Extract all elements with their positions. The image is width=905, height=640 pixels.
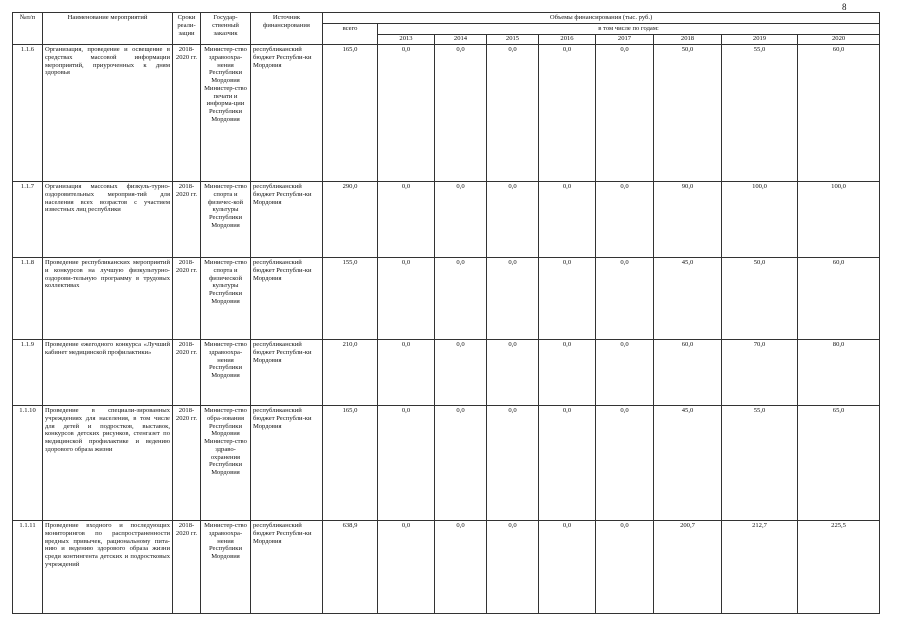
row-year-value-2020: 80,0	[798, 340, 880, 406]
page-number: 8	[842, 2, 847, 12]
row-year-value-2013: 0,0	[378, 406, 435, 521]
table-row	[13, 45, 880, 182]
header-year-2019: 2019	[722, 35, 798, 45]
row-year-value-2020: 225,5	[798, 521, 880, 614]
row-term: 2018-2020 гг.	[173, 521, 201, 614]
row-total: 155,0	[323, 258, 378, 340]
row-customer: Министер-ство спорта и физичес-кой культуры Республики Мордовия	[201, 182, 251, 258]
header-source: Источник финансирования	[251, 13, 323, 45]
header-year-2020: 2020	[798, 35, 880, 45]
table-row	[13, 521, 880, 614]
row-total: 165,0	[323, 406, 378, 521]
row-year-value-2019: 70,0	[722, 340, 798, 406]
row-year-value-2013: 0,0	[378, 521, 435, 614]
header-year-2014: 2014	[435, 35, 487, 45]
row-year-value-2018: 60,0	[654, 340, 722, 406]
header-year-2013: 2013	[378, 35, 435, 45]
row-year-value-2016: 0,0	[539, 45, 596, 182]
row-name: Проведение ежегодного конкурса «Лучший кабинет медицинской профилактики»	[43, 340, 173, 406]
row-name: Проведение республиканских мероприятий и конкурсов на лучшую физкультурно-оздорови-тельную программу в трудовых коллективах	[43, 258, 173, 340]
row-year-value-2019: 50,0	[722, 258, 798, 340]
row-source: республиканский бюджет Республи-ки Мордовия	[251, 406, 323, 521]
table-row	[13, 406, 880, 521]
row-year-value-2015: 0,0	[487, 182, 539, 258]
row-year-value-2014: 0,0	[435, 182, 487, 258]
row-year-value-2017: 0,0	[596, 182, 654, 258]
row-year-value-2019: 212,7	[722, 521, 798, 614]
row-year-value-2016: 0,0	[539, 406, 596, 521]
header-total: всего	[323, 24, 378, 45]
row-customer: Министер-ство здравоохра-нения Республики Мордовия Министер-ство печати и информа-ции Республики Мордовия	[201, 45, 251, 182]
row-year-value-2015: 0,0	[487, 406, 539, 521]
header-volumes: Объемы финансирования (тыс. руб.)	[323, 13, 880, 24]
row-year-value-2016: 0,0	[539, 340, 596, 406]
row-year-value-2020: 60,0	[798, 258, 880, 340]
row-id: 1.1.8	[13, 258, 43, 340]
row-term: 2018-2020 гг.	[173, 340, 201, 406]
row-year-value-2017: 0,0	[596, 406, 654, 521]
row-source: республиканский бюджет Республи-ки Мордовия	[251, 182, 323, 258]
row-year-value-2019: 55,0	[722, 406, 798, 521]
row-year-value-2016: 0,0	[539, 182, 596, 258]
header-year-2017: 2017	[596, 35, 654, 45]
row-year-value-2018: 200,7	[654, 521, 722, 614]
row-name: Организация массовых физкуль-турно-оздоровительных мероприя-тий для населения всех возрастов с участием известных лиц республики	[43, 182, 173, 258]
row-year-value-2019: 100,0	[722, 182, 798, 258]
row-total: 638,9	[323, 521, 378, 614]
row-year-value-2015: 0,0	[487, 45, 539, 182]
financing-table	[12, 12, 880, 614]
table-row	[13, 340, 880, 406]
row-year-value-2017: 0,0	[596, 521, 654, 614]
row-year-value-2017: 0,0	[596, 258, 654, 340]
row-id: 1.1.7	[13, 182, 43, 258]
row-year-value-2013: 0,0	[378, 45, 435, 182]
row-year-value-2020: 100,0	[798, 182, 880, 258]
header-term: Сроки реали-зации	[173, 13, 201, 45]
row-total: 165,0	[323, 45, 378, 182]
header-no: №п/п	[13, 13, 43, 45]
row-year-value-2014: 0,0	[435, 45, 487, 182]
row-customer: Министер-ство здравоохра-нения Республики Мордовия	[201, 521, 251, 614]
row-customer: Министер-ство здравоохра-нения Республики Мордовия	[201, 340, 251, 406]
row-year-value-2015: 0,0	[487, 258, 539, 340]
row-year-value-2013: 0,0	[378, 258, 435, 340]
header-year-2015: 2015	[487, 35, 539, 45]
row-year-value-2016: 0,0	[539, 258, 596, 340]
row-year-value-2017: 0,0	[596, 45, 654, 182]
table-row	[13, 182, 880, 258]
row-year-value-2016: 0,0	[539, 521, 596, 614]
header-customer: Государ-ственный заказчик	[201, 13, 251, 45]
row-year-value-2014: 0,0	[435, 521, 487, 614]
row-year-value-2018: 90,0	[654, 182, 722, 258]
header-year-2018: 2018	[654, 35, 722, 45]
row-name: Проведение в специали-зированных учреждениях для населения, в том числе для детей и подростков, выставок, конкурсов детских рисунков, стенгазет по медицинской профилактике и ведению здорового образа жизни	[43, 406, 173, 521]
table-row	[13, 258, 880, 340]
row-year-value-2019: 55,0	[722, 45, 798, 182]
row-source: республиканский бюджет Республи-ки Мордовия	[251, 258, 323, 340]
row-year-value-2014: 0,0	[435, 258, 487, 340]
row-name: Организация, проведение и освещение в средствах массовой информации мероприятий, приуроченных к дням здоровья	[43, 45, 173, 182]
row-id: 1.1.9	[13, 340, 43, 406]
row-source: республиканский бюджет Республи-ки Мордовия	[251, 521, 323, 614]
row-customer: Министер-ство обра-зования Республики Мордовия Министер-ство здраво-охранения Республики Мордовия	[201, 406, 251, 521]
row-source: республиканский бюджет Республи-ки Мордовия	[251, 340, 323, 406]
row-term: 2018-2020 гг.	[173, 258, 201, 340]
row-year-value-2015: 0,0	[487, 521, 539, 614]
header-year-2016: 2016	[539, 35, 596, 45]
row-total: 210,0	[323, 340, 378, 406]
row-year-value-2014: 0,0	[435, 406, 487, 521]
row-year-value-2020: 60,0	[798, 45, 880, 182]
row-year-value-2017: 0,0	[596, 340, 654, 406]
row-term: 2018-2020 гг.	[173, 45, 201, 182]
row-year-value-2013: 0,0	[378, 340, 435, 406]
row-total: 290,0	[323, 182, 378, 258]
row-year-value-2014: 0,0	[435, 340, 487, 406]
row-term: 2018-2020 гг.	[173, 406, 201, 521]
row-year-value-2015: 0,0	[487, 340, 539, 406]
row-term: 2018-2020 гг.	[173, 182, 201, 258]
row-year-value-2013: 0,0	[378, 182, 435, 258]
row-year-value-2020: 65,0	[798, 406, 880, 521]
row-year-value-2018: 45,0	[654, 258, 722, 340]
row-id: 1.1.10	[13, 406, 43, 521]
header-name: Наименование мероприятий	[43, 13, 173, 45]
row-source: республиканский бюджет Республи-ки Мордовия	[251, 45, 323, 182]
row-name: Проведение входного и последующих мониторингов по распространенности вредных привычек, рациональному пита-нию и ведению здорового образа жизни среди контингента детских и подростковых учреждений	[43, 521, 173, 614]
row-id: 1.1.11	[13, 521, 43, 614]
header-by-years: в том числе по годам:	[378, 24, 880, 35]
row-id: 1.1.6	[13, 45, 43, 182]
row-year-value-2018: 45,0	[654, 406, 722, 521]
row-year-value-2018: 50,0	[654, 45, 722, 182]
row-customer: Министер-ство спорта и физической культуры Республики Мордовия	[201, 258, 251, 340]
